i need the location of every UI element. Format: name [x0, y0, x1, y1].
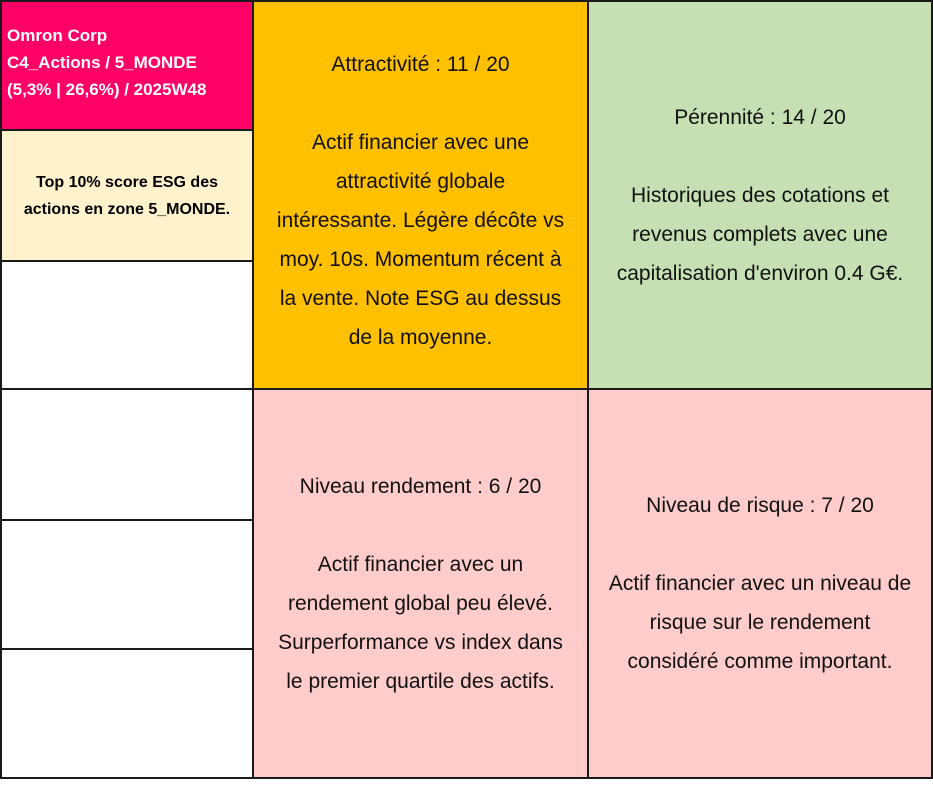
perennite-line: capitalisation d'environ 0.4 G€. [616, 261, 904, 285]
esg-note-cell [0, 129, 254, 262]
empty-cell [0, 388, 254, 521]
risque-cell [587, 388, 933, 779]
esg-note-line-2: actions en zone 5_MONDE. [23, 200, 231, 218]
rendement-line: Actif financier avec un [317, 552, 524, 576]
risque-line: considéré comme important. [627, 650, 893, 673]
attractivite-title: Attractivité : 11 / 20 [331, 53, 510, 76]
rendement-line: rendement global peu élevé. [287, 591, 554, 615]
asset-stats-period: (5,3% | 26,6%) / 2025W48 [7, 80, 207, 99]
empty-cell [0, 519, 254, 650]
asset-header-cell [0, 0, 254, 131]
perennite-title: Pérennité : 14 / 20 [674, 105, 846, 129]
risque-description [605, 564, 915, 681]
rendement-title: Niveau rendement : 6 / 20 [299, 474, 542, 498]
perennite-cell [587, 0, 933, 390]
rendement-line: Surperformance vs index dans [278, 630, 563, 654]
rendement-line: le premier quartile des actifs. [286, 669, 555, 693]
esg-note-line-1: Top 10% score ESG des [36, 173, 218, 191]
perennite-description [613, 176, 908, 293]
rendement-cell [252, 388, 589, 779]
attractivite-cell [252, 0, 589, 390]
perennite-line: revenus complets avec une [632, 222, 888, 246]
attractivite-line: moy. 10s. Momentum récent à [279, 248, 562, 271]
rendement-description [274, 545, 567, 701]
empty-cell [0, 648, 254, 779]
attractivite-description [273, 123, 568, 357]
attractivite-line: Actif financier avec une [311, 131, 530, 154]
attractivite-line: intéressante. Légère décôte vs [276, 209, 565, 232]
risque-line: risque sur le rendement [649, 611, 871, 634]
asset-category: C4_Actions / 5_MONDE [7, 53, 197, 72]
attractivite-line: attractivité globale [335, 170, 506, 193]
asset-name: Omron Corp [7, 26, 108, 45]
perennite-line: Historiques des cotations et [631, 183, 889, 207]
risque-title: Niveau de risque : 7 / 20 [646, 494, 874, 517]
attractivite-line: de la moyenne. [348, 326, 493, 349]
empty-cell [0, 260, 254, 390]
attractivite-line: la vente. Note ESG au dessus [279, 287, 562, 310]
risque-line: Actif financier avec un niveau de [608, 572, 912, 595]
